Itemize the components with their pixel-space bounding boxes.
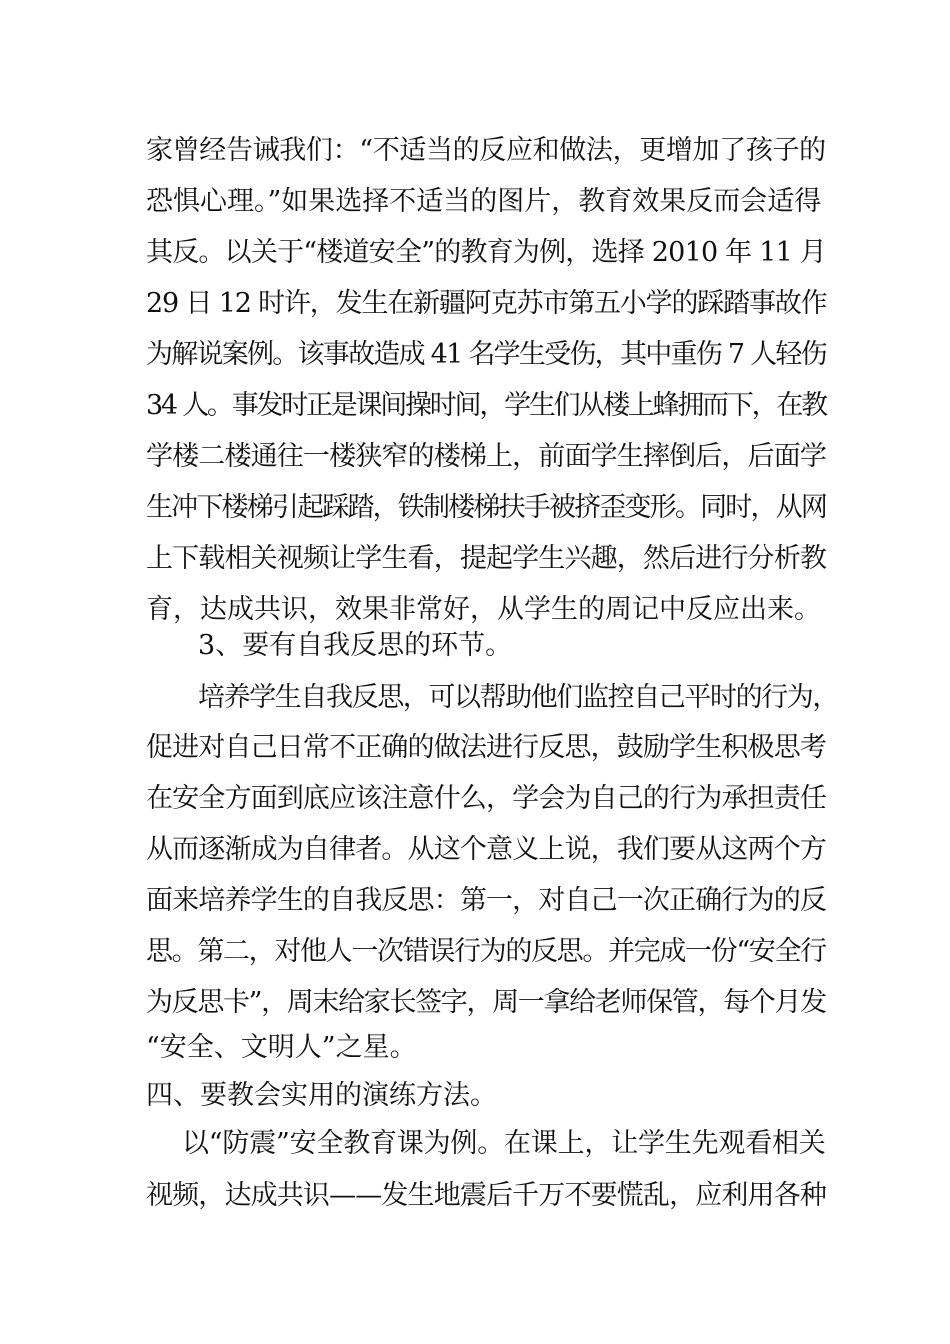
text-line: 促进对自己日常不正确的做法进行反思，鼓励学生积极思考 xyxy=(146,732,826,763)
text-line: 生冲下楼梯引起踩踏，铁制楼梯扶手被挤歪变形。同时，从网 xyxy=(146,492,826,523)
text-line: 培养学生自我反思，可以帮助他们监控自己平时的行为， xyxy=(198,682,838,713)
text-line: 其反。以关于“楼道安全”的教育为例，选择 2010 年 11 月 xyxy=(146,237,827,268)
text-line: 以“防震”安全教育课为例。在课上，让学生先观看相关 xyxy=(182,1128,826,1159)
section-heading: 四、要教会实用的演练方法。 xyxy=(146,1080,497,1111)
text-line: 视频，达成共识——发生地震后千万不要慌乱，应利用各种 xyxy=(146,1180,826,1211)
text-line: 在安全方面到底应该注意什么，学会为自己的行为承担责任 xyxy=(146,783,826,814)
text-line: 上下载相关视频让学生看，提起学生兴趣，然后进行分析教 xyxy=(146,543,826,574)
text-line: 为解说案例。该事故造成 41 名学生受伤，其中重伤 7 人轻伤 xyxy=(146,339,826,370)
text-line: 29 日 12 时许，发生在新疆阿克苏市第五小学的踩踏事故作 xyxy=(146,288,827,319)
text-line: 从而逐渐成为自律者。从这个意义上说，我们要从这两个方 xyxy=(146,834,826,865)
text-line: 恐惧心理。”如果选择不适当的图片，教育效果反而会适得 xyxy=(146,186,822,217)
text-line: 学楼二楼通往一楼狭窄的楼梯上，前面学生摔倒后，后面学 xyxy=(146,441,826,472)
text-line: 家曾经告诫我们：“不适当的反应和做法，更增加了孩子的 xyxy=(146,135,826,166)
text-line: 34 人。事发时正是课间操时间，学生们从楼上蜂拥而下，在教 xyxy=(146,390,826,421)
text-line: 思。第二，对他人一次错误行为的反思。并完成一份“安全行 xyxy=(146,936,826,967)
text-line: 为反思卡”，周末给家长签字，周一拿给老师保管，每个月发 xyxy=(146,987,826,1018)
text-line: 面来培养学生的自我反思：第一，对自己一次正确行为的反 xyxy=(146,885,826,916)
section-heading: 3、要有自我反思的环节。 xyxy=(198,630,513,661)
text-line: “安全、文明人”之星。 xyxy=(146,1032,417,1063)
text-line: 育，达成共识，效果非常好，从学生的周记中反应出来。 xyxy=(146,594,821,625)
